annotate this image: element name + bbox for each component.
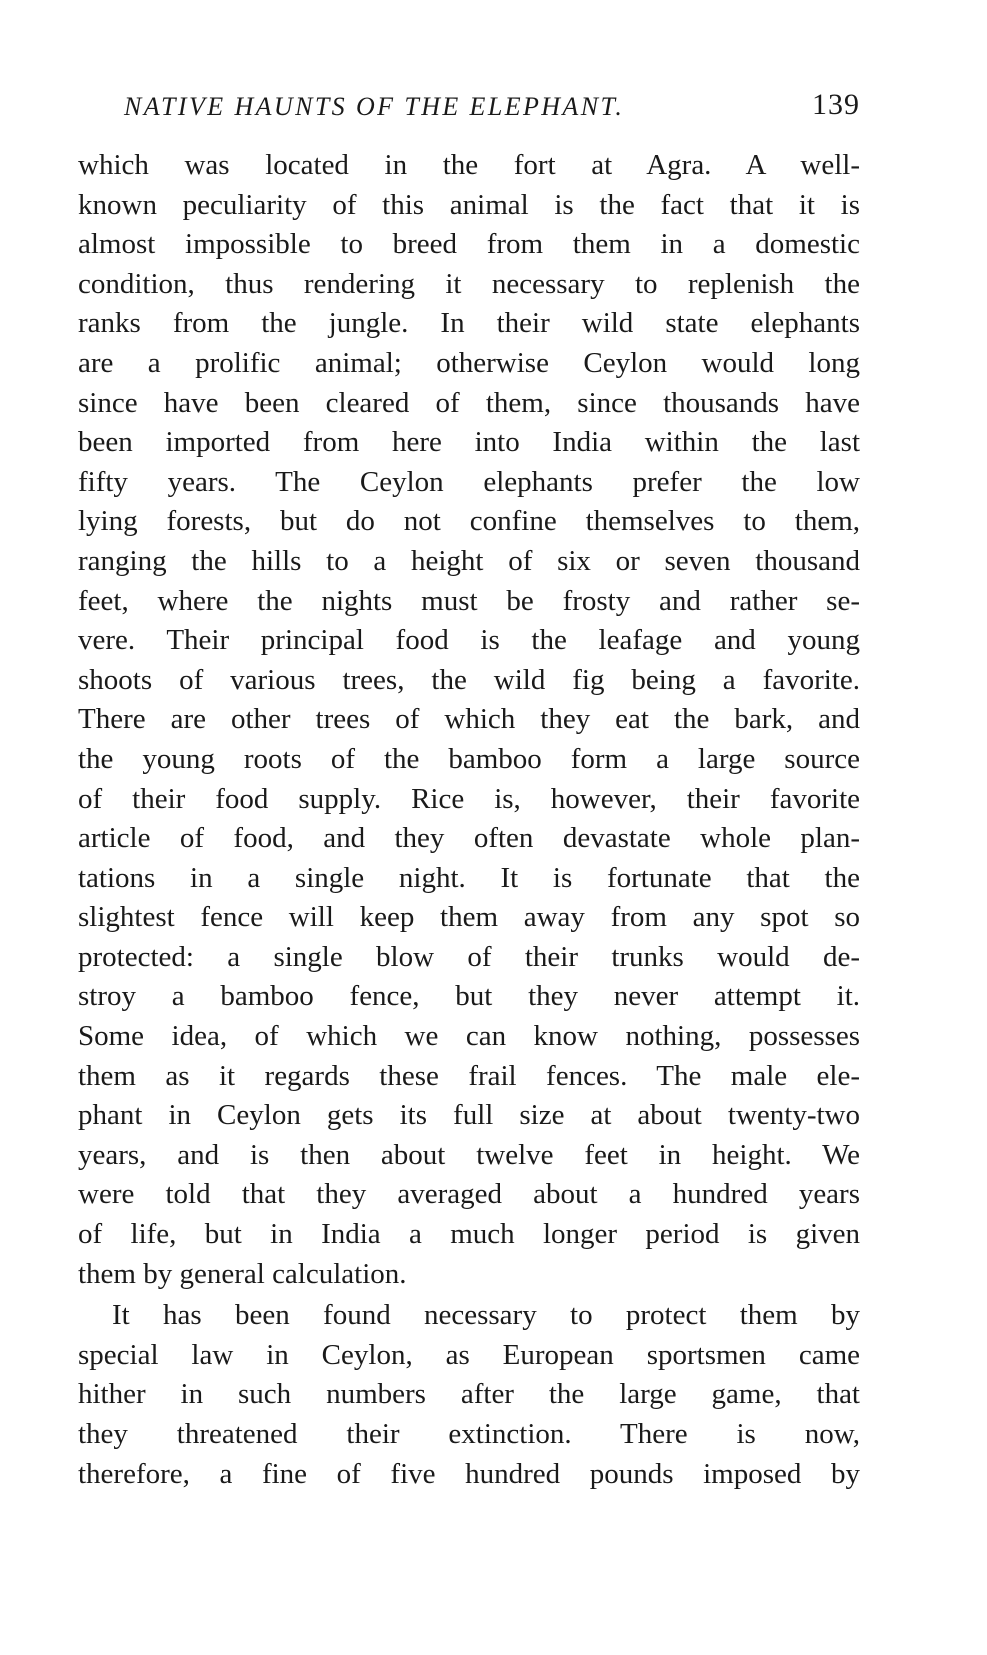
text-line: article of food, and they often devastate whole plan- [78, 822, 860, 855]
text-line: are a prolific animal; otherwise Ceylon would long [78, 346, 860, 379]
text-line: of life, but in India a much longer period is given [78, 1218, 860, 1251]
running-head [78, 88, 860, 132]
text-line: since have been cleared of them, since thousands have [78, 386, 860, 419]
text-line: almost impossible to breed from them in a domestic [78, 228, 860, 261]
paragraph-2 [78, 1296, 860, 1494]
text-line: therefore, a fine of five hundred pounds imposed by [78, 1457, 860, 1490]
text-line: hither in such numbers after the large game, that [78, 1378, 860, 1411]
running-title: NATIVE HAUNTS OF THE ELEPHANT. [124, 92, 625, 121]
text-line: feet, where the nights must be frosty and rather se- [78, 584, 860, 617]
text-line: phant in Ceylon gets its full size at about twenty-two [78, 1099, 860, 1132]
text-line: slightest fence will keep them away from any spot so [78, 901, 860, 934]
text-line: special law in Ceylon, as European sportsmen came [78, 1338, 860, 1371]
text-line: ranks from the jungle. In their wild state elephants [78, 307, 860, 340]
text-line: ranging the hills to a height of six or seven thousand [78, 544, 860, 577]
text-line: stroy a bamboo fence, but they never attempt it. [78, 980, 860, 1013]
book-page [78, 88, 860, 1494]
text-line: them as it regards these frail fences. The male ele- [78, 1059, 860, 1092]
text-line: they threatened their extinction. There is now, [78, 1418, 860, 1450]
text-line: protected: a single blow of their trunks would de- [78, 940, 860, 973]
text-line: been imported from here into India within the last [78, 426, 860, 459]
text-line: them by general calculation. [78, 1257, 407, 1290]
text-line: of their food supply. Rice is, however, their favorite [78, 782, 860, 815]
text-line: Some idea, of which we can know nothing, possesses [78, 1020, 860, 1053]
text-line: It has been found necessary to protect them by [112, 1299, 860, 1332]
text-line: lying forests, but do not confine themselves to them, [78, 505, 860, 538]
text-line: were told that they averaged about a hundred years [78, 1178, 860, 1211]
text-line: fifty years. The Ceylon elephants prefer the low [78, 465, 860, 498]
text-line: There are other trees of which they eat the bark, and [78, 703, 860, 736]
text-line: vere. Their principal food is the leafage and young [78, 624, 860, 657]
page-number: 139 [812, 88, 860, 121]
text-line: the young roots of the bamboo form a large source [78, 742, 860, 775]
text-line: known peculiarity of this animal is the fact that it is [78, 188, 860, 221]
text-line: condition, thus rendering it necessary to replenish the [78, 267, 860, 300]
text-line: tations in a single night. It is fortunate that the [78, 861, 860, 894]
text-line: years, and is then about twelve feet in height. We [78, 1138, 860, 1171]
text-line: shoots of various trees, the wild fig being a favorite. [78, 663, 860, 696]
paragraph-1 [78, 146, 860, 1294]
text-line: which was located in the fort at Agra. A well- [78, 149, 860, 181]
